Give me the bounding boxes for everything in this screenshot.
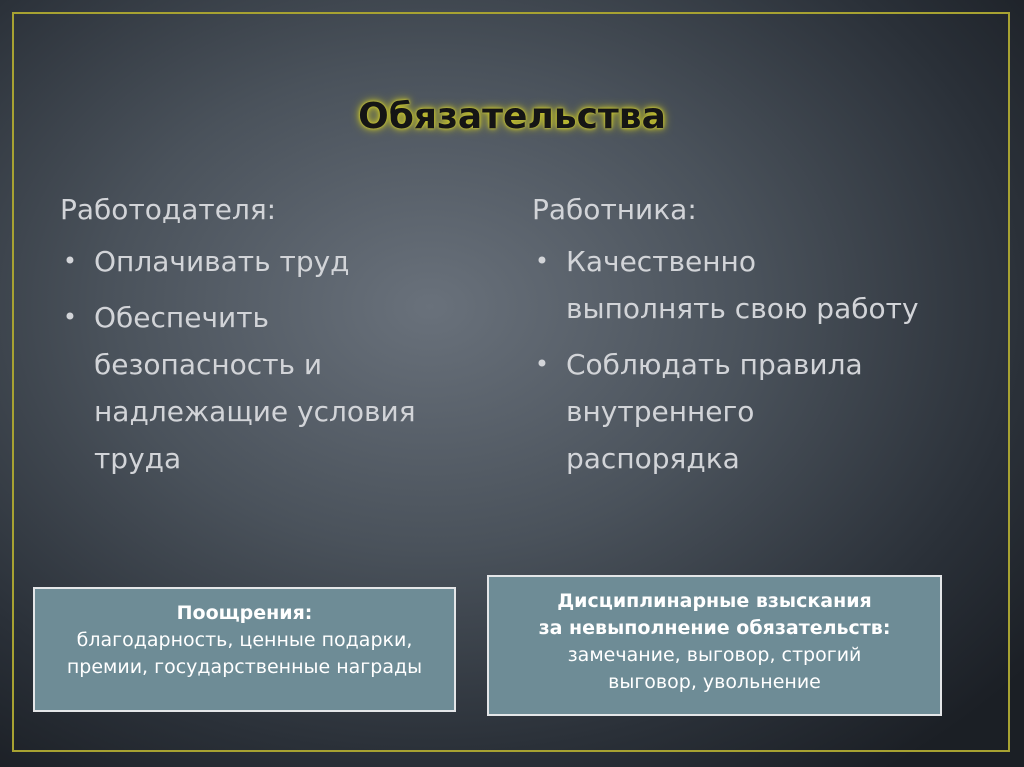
- penalties-line: выговор, увольнение: [608, 671, 821, 693]
- list-item: [60, 294, 480, 482]
- penalties-heading: за невыполнение обязательств:: [538, 617, 891, 639]
- rewards-line: благодарность, ценные подарки,: [76, 629, 413, 651]
- list-item-line: выполнять свою работу: [566, 292, 919, 325]
- employer-heading: Работодателя:: [60, 193, 277, 226]
- bullet-icon: •: [62, 247, 78, 275]
- bullet-icon: •: [534, 247, 550, 275]
- rewards-heading: Поощрения:: [176, 602, 313, 624]
- employer-list: [60, 238, 480, 482]
- employee-list: [532, 238, 992, 482]
- bullet-icon: •: [534, 350, 550, 378]
- list-item-line: Качественно: [566, 245, 756, 278]
- list-item: [532, 238, 992, 332]
- list-item-line: труда: [94, 442, 182, 475]
- list-item-line: надлежащие условия: [94, 395, 416, 428]
- list-item-line: распорядка: [566, 442, 740, 475]
- slide-title: Обязательства: [358, 96, 666, 137]
- list-item: [532, 341, 992, 482]
- penalties-line: замечание, выговор, строгий: [567, 644, 862, 666]
- bullet-icon: •: [62, 303, 78, 331]
- rewards-line: премии, государственные награды: [66, 656, 423, 678]
- list-item-line: внутреннего: [566, 395, 755, 428]
- list-item-line: безопасность и: [94, 348, 323, 381]
- list-item-line: Оплачивать труд: [94, 245, 350, 278]
- list-item-line: Соблюдать правила: [566, 348, 863, 381]
- employer-column: [60, 186, 480, 491]
- employee-column: [532, 186, 992, 491]
- employee-heading: Работника:: [532, 193, 697, 226]
- list-item-line: Обеспечить: [94, 301, 270, 334]
- penalties-box: [487, 575, 942, 716]
- rewards-box: [33, 587, 456, 712]
- list-item: [60, 238, 480, 285]
- penalties-heading: Дисциплинарные взыскания: [557, 590, 872, 612]
